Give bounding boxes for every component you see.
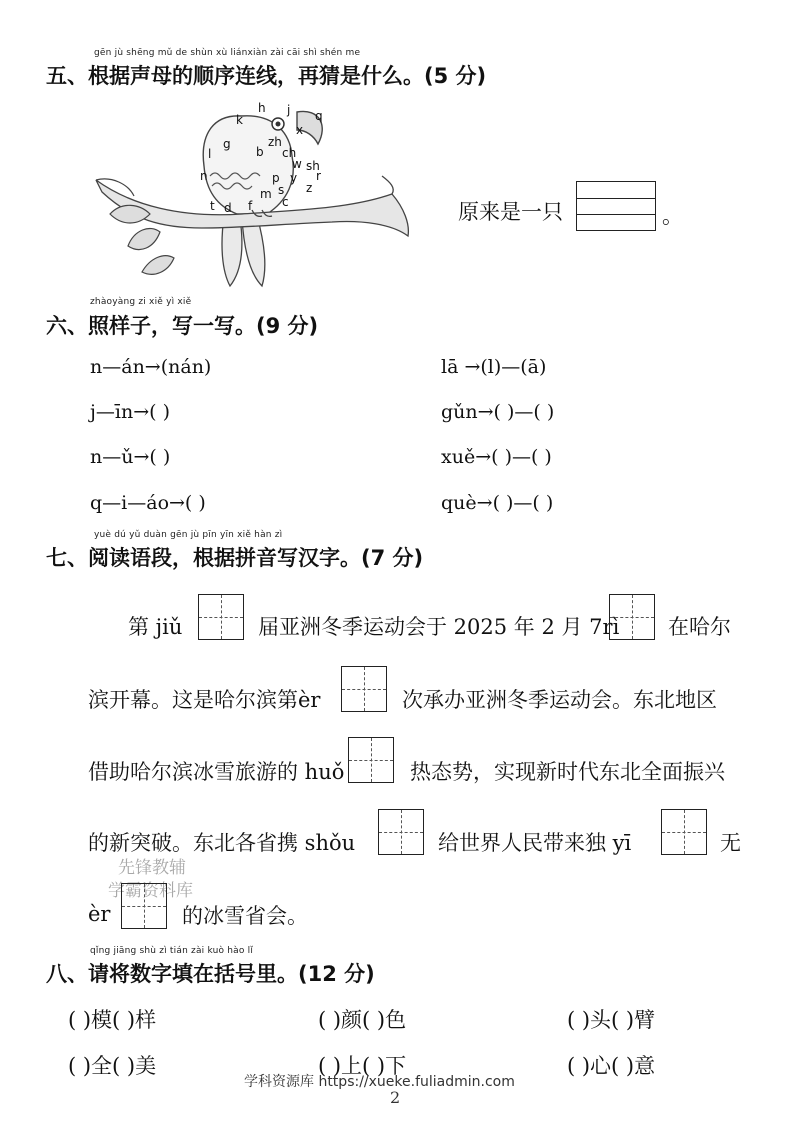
answer-box[interactable] bbox=[576, 181, 656, 231]
bird-letter: p bbox=[272, 171, 280, 185]
s6-pinyin: zhàoyàng zi xiě yì xiě bbox=[90, 297, 192, 307]
char-grid[interactable] bbox=[378, 809, 424, 855]
idiom-item[interactable]: ( )模( )样 bbox=[68, 1008, 157, 1032]
bird-letter: x bbox=[296, 123, 304, 137]
idiom-item[interactable]: ( )全( )美 bbox=[68, 1054, 157, 1078]
s8-heading: 八、请将数字填在括号里。(12 分) bbox=[46, 962, 375, 986]
parrot-on-branch-illustration bbox=[92, 96, 414, 292]
footer-site: 学科资源库 https://xueke.fuliadmin.com bbox=[244, 1074, 515, 1090]
s5-pinyin: gēn jù shēng mǔ de shùn xù liánxiàn zài cāi shì shén me bbox=[94, 48, 361, 58]
char-grid[interactable] bbox=[609, 594, 655, 640]
s6-right-item[interactable]: què→( )—( ) bbox=[441, 492, 554, 514]
bird-letter: c bbox=[282, 195, 289, 209]
idiom-item[interactable]: ( )头( )臂 bbox=[567, 1008, 656, 1032]
passage-text: 的新突破。东北各省携 shǒu bbox=[88, 831, 356, 855]
bird-letter: l bbox=[208, 147, 212, 161]
s6-right-item[interactable]: xuě→( )—( ) bbox=[441, 446, 552, 468]
bird-letter: y bbox=[290, 171, 298, 185]
watermark-line1: 先锋教辅 bbox=[118, 858, 186, 878]
passage-text: 借助哈尔滨冰雪旅游的 huǒ bbox=[88, 760, 345, 784]
char-grid[interactable] bbox=[198, 594, 244, 640]
passage-text: 第 jiǔ bbox=[128, 615, 183, 639]
s6-left-item[interactable]: n—ǔ→( ) bbox=[90, 446, 171, 468]
char-grid[interactable] bbox=[121, 883, 167, 929]
bird-letter: f bbox=[248, 199, 253, 213]
bird-letter: k bbox=[236, 113, 243, 127]
bird-letter: j bbox=[287, 103, 291, 117]
bird-letter: m bbox=[260, 187, 272, 201]
s7-pinyin: yuè dú yǔ duàn gēn jù pīn yīn xiě hàn zì bbox=[94, 530, 283, 540]
s8-pinyin: qǐng jiāng shù zì tián zài kuò hào lǐ bbox=[90, 946, 254, 956]
passage-text: 给世界人民带来独 yī bbox=[438, 831, 632, 855]
idiom-item[interactable]: ( )上( )下 bbox=[318, 1054, 407, 1078]
watermark-line2: 学霸资料库 bbox=[108, 881, 193, 901]
s6-right-example: lā →(l)—(ā) bbox=[441, 356, 547, 378]
bird-letter: d bbox=[224, 201, 232, 215]
s5-answer-prefix: 原来是一只 bbox=[458, 200, 563, 224]
s6-left-example: n—án→(nán) bbox=[90, 356, 212, 378]
page-number: 2 bbox=[390, 1088, 401, 1107]
char-grid[interactable] bbox=[348, 737, 394, 783]
passage-text: 无 bbox=[720, 831, 741, 855]
s6-left-item[interactable]: q—i—áo→( ) bbox=[90, 492, 206, 514]
idiom-item[interactable]: ( )心( )意 bbox=[567, 1054, 656, 1078]
char-grid[interactable] bbox=[341, 666, 387, 712]
bird-letter: sh bbox=[306, 159, 320, 173]
bird-letter: r bbox=[316, 169, 321, 183]
s7-heading: 七、阅读语段，根据拼音写汉字。(7 分) bbox=[46, 546, 424, 570]
idiom-item[interactable]: ( )颜( )色 bbox=[318, 1008, 407, 1032]
bird-letter: h bbox=[258, 101, 266, 115]
bird-letter: zh bbox=[268, 135, 282, 149]
bird-letter: t bbox=[210, 199, 215, 213]
bird-letter: ch bbox=[282, 146, 297, 160]
bird-letter: b bbox=[256, 145, 264, 159]
bird-letter: w bbox=[292, 157, 302, 171]
bird-letter: n bbox=[200, 169, 208, 183]
bird-letter: g bbox=[223, 137, 231, 151]
bird-letter: s bbox=[278, 183, 285, 197]
bird-letter: q bbox=[315, 109, 323, 123]
passage-text: 在哈尔 bbox=[668, 615, 731, 639]
char-grid[interactable] bbox=[661, 809, 707, 855]
passage-text: 届亚洲冬季运动会于 2025 年 2 月 7rì bbox=[258, 615, 620, 639]
s6-left-item[interactable]: j—īn→( ) bbox=[90, 401, 170, 423]
passage-text: 次承办亚洲冬季运动会。东北地区 bbox=[402, 688, 717, 712]
bird-letter: z bbox=[306, 181, 313, 195]
passage-text: 滨开幕。这是哈尔滨第èr bbox=[88, 688, 321, 712]
passage-text: 的冰雪省会。 bbox=[182, 904, 308, 928]
passage-text: 热态势，实现新时代东北全面振兴 bbox=[410, 760, 725, 784]
s5-answer-suffix: 。 bbox=[662, 204, 683, 228]
passage-text: èr bbox=[88, 902, 111, 926]
s6-heading: 六、照样子，写一写。(9 分) bbox=[46, 314, 319, 338]
s6-right-item[interactable]: gǔn→( )—( ) bbox=[441, 401, 555, 423]
s5-heading: 五、根据声母的顺序连线，再猜是什么。(5 分) bbox=[46, 64, 487, 88]
